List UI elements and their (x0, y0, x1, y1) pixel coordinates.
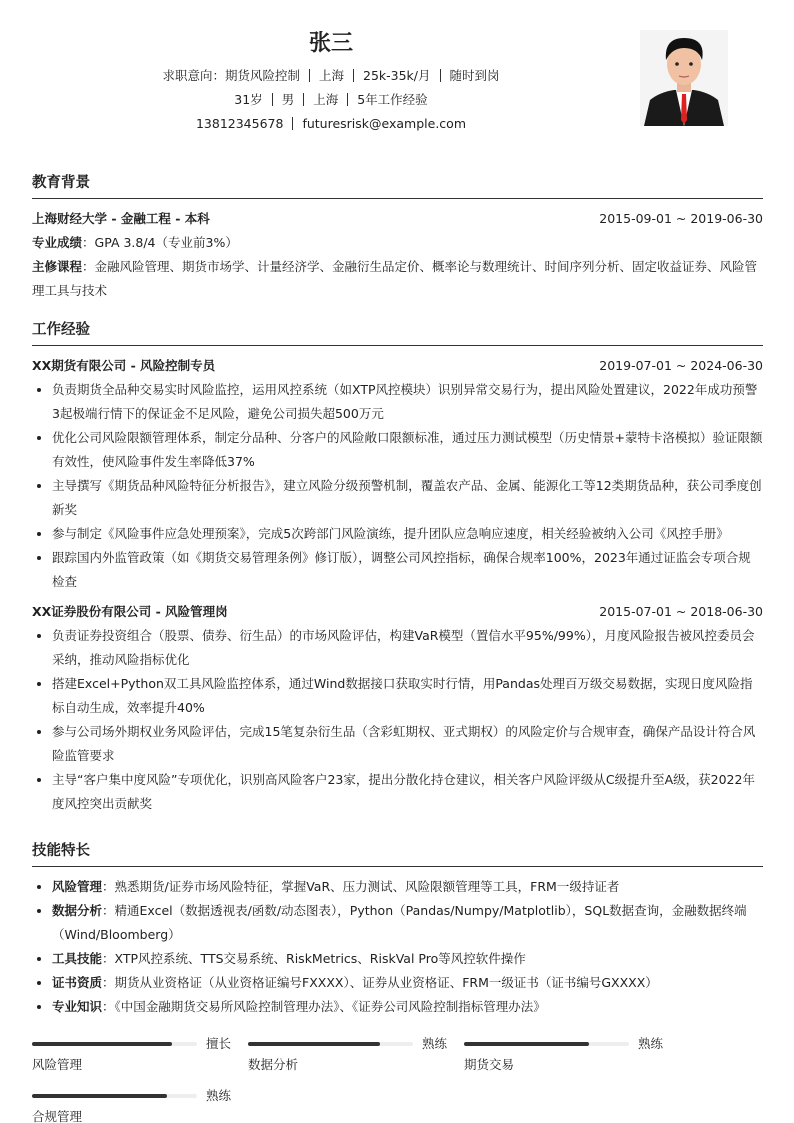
gender: 男 (281, 92, 295, 107)
courses-value: ：金融风险管理、期货市场学、计量经济学、金融衍生品定价、概率论与数理统计、时间序列分析、固定收益证券、风险管理工具与技术 (32, 259, 758, 298)
work-section (32, 319, 763, 816)
skill-label: 专业知识 (52, 999, 103, 1014)
skill-item (52, 875, 763, 899)
skill-bar-fill (464, 1042, 589, 1046)
intent-city: 上海 (318, 68, 344, 83)
experience: 5年工作经验 (357, 92, 428, 107)
job-dates: 2015-07-01 ~ 2018-06-30 (599, 604, 763, 619)
intent-salary: 25k-35k/月 (363, 68, 431, 83)
job-bullet: • 参与制定《风险事件应急处理预案》，完成5次跨部门风险演练，提升团队应急响应速度，相关经验被纳入公司《风控手册》 (52, 522, 763, 546)
section-title: 教育背景 (32, 172, 763, 199)
email: futuresrisk@example.com (302, 116, 467, 131)
skill-level-label: 熟练 (422, 1036, 448, 1051)
skill-label: 数据分析 (52, 903, 103, 918)
gpa-value: ：GPA 3.8/4（专业前3%） (82, 235, 238, 250)
job-bullet: • 负责证券投资组合（股票、债券、衍生品）的市场风险评估，构建VaR模型（置信水平95%/99%），月度风险报告被风控委员会采纳，推动风险指标优化 (52, 624, 763, 672)
skill-item (52, 995, 763, 1019)
intent-availability: 随时到岗 (449, 68, 500, 83)
skill-level-label: 熟练 (206, 1088, 232, 1103)
section-title: 工作经验 (32, 319, 763, 346)
intent-line (0, 64, 662, 88)
skill-bar-track (32, 1042, 197, 1046)
job (32, 600, 763, 816)
courses-label: 主修课程 (32, 259, 83, 274)
job-bullet: • 主导撰写《期货品种风险特征分析报告》，建立风险分级预警机制，覆盖农产品、金属、能源化工等12类期货品种，获公司季度创新奖 (52, 474, 763, 522)
skill-text: ：XTP风控系统、TTS交易系统、RiskMetrics、RiskVal Pro等风控软件操作 (102, 951, 526, 966)
job-bullet: • 跟踪国内外监管政策（如《期货交易管理条例》修订版），调整公司风控指标，确保合规率100%，2023年通过证监会专项合规检查 (52, 546, 763, 594)
skill-bar-track (248, 1042, 413, 1046)
skill-level-label: 熟练 (638, 1036, 664, 1051)
gpa-label: 专业成绩 (32, 235, 83, 250)
skill-label: 风险管理 (52, 879, 103, 894)
job-dates: 2019-07-01 ~ 2024-06-30 (599, 358, 763, 373)
skill-bar-fill (248, 1042, 380, 1046)
education-dates: 2015-09-01 ~ 2019-06-30 (599, 211, 763, 226)
skill-bar-fill (32, 1042, 172, 1046)
age: 31岁 (234, 92, 263, 107)
city: 上海 (313, 92, 339, 107)
job-bullet: • 优化公司风险限额管理体系，制定分品种、分客户的风险敞口限额标准，通过压力测试模型（历史情景+蒙特卡洛模拟）验证限额有效性，使风险事件发生率降低37% (52, 426, 763, 474)
skill-item (52, 971, 763, 995)
skill-label: 工具技能 (52, 951, 103, 966)
skill-name: 风险管理 (32, 1057, 83, 1072)
courses (32, 255, 763, 303)
job-bullet: • 搭建Excel+Python双工具风险监控体系，通过Wind数据接口获取实时行情，用Pandas处理百万级交易数据，实现日度风险指标自动生成，效率提升40% (52, 672, 763, 720)
skill-text: ：精通Excel（数据透视表/函数/动态图表），Python（Pandas/Numpy/Matplotlib），SQL数据查询，金融数据终端（Wind/Bloomberg） (52, 903, 747, 942)
job-bullet: • 参与公司场外期权业务风险评估，完成15笔复杂衍生品（含彩虹期权、亚式期权）的风险定价与合规审查，确保产品设计符合风险监管要求 (52, 720, 763, 768)
skill-bar-track (464, 1042, 629, 1046)
skill-text: ：《中国金融期货交易所风险控制管理办法》、《证券公司风险控制指标管理办法》 (102, 999, 546, 1014)
skill-label: 证书资质 (52, 975, 103, 990)
education-section (32, 172, 763, 303)
skill-name: 期货交易 (464, 1057, 515, 1072)
job (32, 354, 763, 594)
school: 上海财经大学 - 金融工程 - 本科 (32, 211, 210, 226)
skill-text: ：期货从业资格证（从业资格证编号FXXXX）、证券从业资格证、FRM一级证书（证书编号GXXXX） (102, 975, 658, 990)
gpa (32, 231, 763, 255)
contact-line (0, 112, 662, 136)
avatar (640, 30, 728, 126)
phone: 13812345678 (195, 116, 284, 131)
skills-section (32, 840, 763, 1019)
job-heading: XX期货有限公司 - 风险控制专员 (32, 358, 216, 373)
job-heading: XX证券股份有限公司 - 风险管理岗 (32, 604, 228, 619)
skill-item (52, 899, 763, 947)
resume-header (0, 28, 662, 136)
intent-position: 求职意向：期货风险控制 (162, 68, 300, 83)
skill-name: 合规管理 (32, 1109, 83, 1123)
name: 张三 (308, 31, 353, 56)
skill-level-label: 擅长 (206, 1036, 232, 1051)
section-title: 技能特长 (32, 840, 763, 867)
skill-name: 数据分析 (248, 1057, 299, 1072)
skill-bar-fill (32, 1094, 167, 1098)
skill-bar-track (32, 1094, 197, 1098)
job-bullet: • 负责期货全品种交易实时风险监控，运用风控系统（如XTP风控模块）识别异常交易行为，提出风险处置建议，2022年成功预警3起极端行情下的保证金不足风险，避免公司损失超500万元 (52, 378, 763, 426)
info-line (0, 88, 662, 112)
job-bullet: • 主导“客户集中度风险”专项优化，识别高风险客户23家，提出分散化持仓建议，相关客户风险评级从C级提升至A级，获2022年度风控突出贡献奖 (52, 768, 763, 816)
skill-text: ：熟悉期货/证券市场风险特征，掌握VaR、压力测试、风险限额管理等工具，FRM一级持证者 (102, 879, 620, 894)
skill-item (52, 947, 763, 971)
